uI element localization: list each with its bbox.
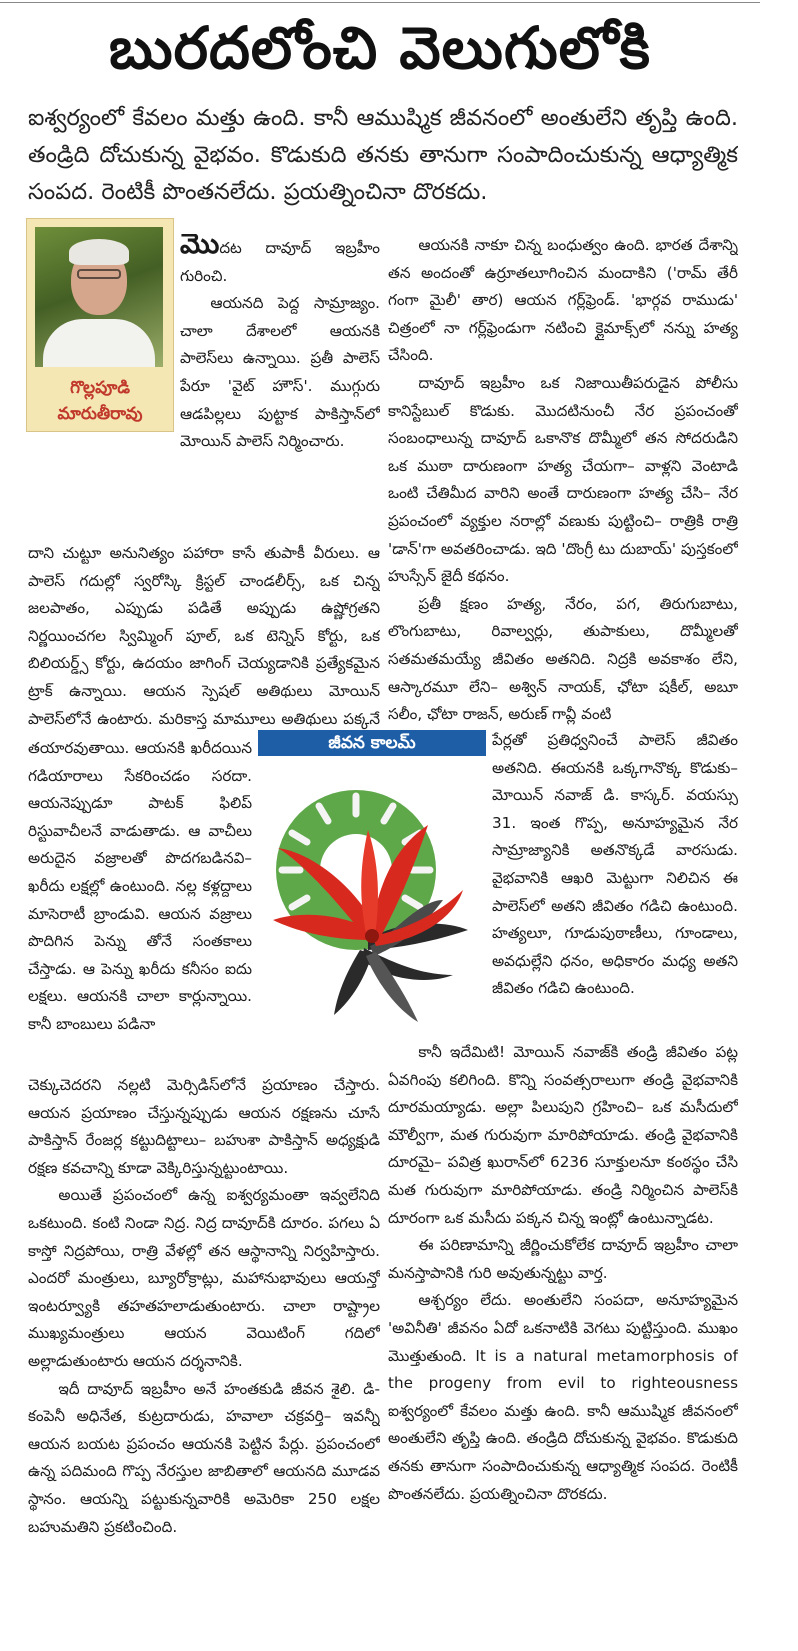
paragraph-opening-text: దట దావూద్ ఇబ్రహీం గురించి. <box>180 239 380 285</box>
paragraph-opening <box>180 234 380 290</box>
paragraph: దాని చుట్టూ అనునిత్యం పహారా కాసే తుపాకీ వీరులు. ఆ పాలెస్ గదుల్లో స్వరోస్కి క్రిస్టల్ చాండలీర్స్, ఒక చిన్న జలపాతం, ఎప్పుడు పడితే అప్పుడు ఉష్ణోగ్రతని నిర్ణయించగల స్విమ్మింగ్ పూల్, ఒక టెన్నిస్ కోర్టు, ఒక బిలియర్డ్స్ కోర్టు, ఉదయం జాగింగ్ చెయ్యడానికి ప్రత్యేకమైన ట్రాక్ ఉన్నాయి. ఆయన స్పెషల్ అతిథులు మోయిన్ పాలెస్‌లోనే ఉంటారు. మరికాస్త మామూలు అతిథులు పక్కనే <box>28 544 380 728</box>
paragraph: దావూద్ ఇబ్రహీం ఒక నిజాయితీపరుడైన పోలీసు కానిస్టేబుల్ కొడుకు. మొదటినుంచీ నేర ప్రపంచంతో సంబంధాలున్న దావూద్ ఒకానొక దొమ్మీలో తన సోదరుడిని ఒక ముఠా దారుణంగా హత్య చేయగా– వాళ్లని వెంటాడి ఒంటి చేతిమీద వారిని అంతే దారుణంగా హత్య చేసి– నేర ప్రపంచంలో వ్యక్తుల నరాల్లో వణుకు పుట్టించి– రాత్రికి రాత్రి 'డాన్'గా అవతరించాడు. ఇది 'దొంగ్రీ టు దుబాయ్' పుస్తకంలో హుస్సేన్ జైదీ కథనం. <box>388 373 738 586</box>
author-name-line2: మారుతీరావు <box>57 404 143 424</box>
paragraph: ఇదీ దావూద్ ఇబ్రహీం అనే హంతకుడి జీవన శైలి. డి-కంపెనీ అధినేత, కుట్రదారుడు, హవాలా చక్రవర్తి– ఇవన్నీ ఆయన బయట ప్రపంచం ఆయనకి పెట్టిన పేర్లు. ప్రపంచంలో ఉన్న పదిమంది గొప్ప నేరస్తుల జాబితాలో ఆయనది మూడవ స్థానం. ఆయన్ని పట్టుకున్నవారికి అమెరికా 250 లక్షల బహుమతిని ప్రకటించింది. <box>28 1379 380 1536</box>
right-column-narrow <box>492 727 738 1039</box>
left-column-narrow <box>28 735 252 1072</box>
author-photo-hair <box>69 239 129 265</box>
paragraph: ప్రతీ క్షణం హత్య, నేరం, పగ, తిరుగుబాటు, లొంగుబాటు, రివాల్వర్లు, తుపాకులు, దొమ్మీలతో సతమతమయ్యే జీవితం అతనిది. నిద్రకి అవకాశం లేని, ఆస్కారమూ లేని– అశ్విన్ నాయక్, ఛోటా షకీల్, అబూ సలీం, ఛోటా రాజన్, అరుణ్ గావ్లీ వంటి <box>388 594 738 724</box>
paragraph: అయితే ప్రపంచంలో ఉన్న ఐశ్వర్యమంతా ఇవ్వలేనిది ఒకటుంది. కంటి నిండా నిద్ర. నిద్ర దావూద్‌కి దూరం. పగలు ఏ కాస్తో నిద్రపోయి, రాత్రి వేళల్లో తన ఆస్థానాన్ని నిర్వహిస్తారు. ఎందరో మంత్రులు, బ్యూరోక్రాట్లు, మహానుభావులు ఆయన్తో ఇంటర్వ్యూకి తహతహలాడుతుంటారు. చాలా రాష్ట్రాల ముఖ్యమంత్రులు ఆయన వెయిటింగ్ గదిలో అల్లాడుతుంటారు ఆయన దర్శనానికి. <box>28 1186 380 1370</box>
author-name-line1: గొల్లపూడి <box>70 378 130 398</box>
paragraph: చెక్కుచెదరని నల్లటి మెర్సిడిస్‌లోనే ప్రయాణం చేస్తారు. ఆయన ప్రయాణం చేస్తున్నప్పుడు ఆయన రక్షణను చూసే పాకిస్తాన్ రేంజర్ల కట్టుదిట్టాలు– బహుశా పాకిస్తాన్ అధ్యక్షుడి రక్షణ కవచాన్ని కూడా వెక్కిరిస్తున్నట్టుంటాయి. <box>28 1076 380 1177</box>
paragraph: కానీ ఇదేమిటి! మోయిన్ నవాజ్‌కి తండ్రి జీవితం పట్ల ఏవగింపు కలిగింది. కొన్ని సంవత్సరాలుగా తండ్రి వైభవానికి దూరమయ్యాడు. అల్లా పిలుపుని గ్రహించి– ఒక మసీదులో మౌల్వీగా, మత గురువుగా మారిపోయాడు. తండ్రి వైభవానికి దూరమై– పవిత్ర ఖురాన్‌లో 6236 సూక్తులనూ కంఠస్థం చేసి మత గురువుగా మారిపోయాడు. తండ్రి నిర్మించిన పాలెస్‌కి దూరంగా ఒక మసీదు పక్కన చిన్న ఇంట్లో ఉంటున్నాడట. <box>388 1043 738 1227</box>
author-photo-glasses <box>77 269 121 279</box>
paragraph: ఆశ్చర్యం లేదు. అంతులేని సంపదా, అనూహ్యమైన 'అవినీతి' జీవనం ఏదో ఒకనాటికి వెగటు పుట్టిస్తుంది. ముఖం మొత్తుతుంది. It is a natural metamorphosis of the progeny from evil to righteousness ఐశ్వర్యంలో కేవలం మత్తు ఉంది. కానీ ఆముష్మిక జీవనంలో అంతులేని తృప్తి ఉంది. తండ్రిది దోచుకున్న వైభవం. కొడుకుది తనకు తానుగా సంపాదించుకున్న ఆధ్యాత్మిక సంపద. రెంటికీ పొంతనలేదు. ప్రయత్నించినా దొరకదు. <box>388 1291 738 1503</box>
drop-cap: మొ <box>180 234 220 260</box>
paragraph: ఆయనది పెద్ద సామ్రాజ్యం. చాలా దేశాలలో ఆయనకి పాలెస్‌లు ఉన్నాయి. ప్రతీ పాలెస్ పేరూ 'వైట్ హౌస్'. ముగ్గురు ఆడపిల్లలు పుట్టాక పాకిస్తాన్‌లో మోయిన్ పాలెస్ నిర్మించారు. <box>180 294 380 451</box>
column-banner: జీవన కాలమ్ <box>258 730 486 756</box>
left-column-wide <box>28 540 380 735</box>
paragraph: ఈ పరిణామాన్ని జీర్ణించుకోలేక దావూద్ ఇబ్రహీం చాలా మనస్తాపానికి గురి అవుతున్నట్టు వార్త. <box>388 1236 738 1282</box>
left-column-bottom <box>28 1072 380 1637</box>
paragraph: తయారవుతాయి. ఆయనకి ఖరీదయిన గడియారాలు సేకరించడం సరదా. ఆయనెప్పుడూ పాటక్ ఫిలిప్ రిస్టువాచీలనే వాడుతాడు. ఆ వాచీలు అరుదైన వజ్రాలతో పొదగబడినవి– ఖరీదు లక్షల్లో ఉంటుంది. నల్ల కళ్లద్దాలు మాసెరాటీ బ్రాండువి. ఆయన వజ్రాలు పొదిగిన పెన్ను తోనే సంతకాలు చేస్తాడు. ఆ పెన్ను ఖరీదు కనీసం ఐదు లక్షలు. ఆయనకి చాలా కార్లున్నాయి. కానీ బాంబులు పడినా <box>28 739 252 1033</box>
top-rule <box>0 2 760 3</box>
flower-center <box>365 929 379 943</box>
author-box <box>26 218 174 432</box>
right-column-bottom <box>388 1039 738 1637</box>
paragraph: ఆయనకి నాకూ చిన్న బంధుత్వం ఉంది. భారత దేశాన్ని తన అందంతో ఉర్రూతలూగించిన మందాకిని ('రామ్ తేరీ గంగా మైలీ' తార) ఆయన గర్ల్‌ఫ్రెండ్. 'భార్గవ రాముడు' చిత్రంలో నా గర్ల్‌ఫ్రెండుగా నటించి క్లైమాక్స్‌లో నన్ను హత్య చేసింది. <box>388 236 738 365</box>
left-column-top <box>180 234 380 539</box>
paragraph: పేర్లతో ప్రతిధ్వనించే పాలెస్ జీవితం అతనిది. ఈయనకి ఒక్కగానొక్క కొడుకు– మోయిన్ నవాజ్ డి. కాస్కర్. వయస్సు 31. ఇంత గొప్ప, అనూహ్యమైన నేర సామ్రాజ్యానికి అతనొక్కడే వారసుడు. వైభవానికి ఆఖరి మెట్టుగా నిలిచిన ఈ పాలెస్‌లో అతని జీవితం గడిచి ఉంటుంది. హత్యలూ, గూడుపుఠాణీలు, గూండాలు, అవధుల్లేని ధనం, అధికారం మధ్య అతని జీవితం గడిచి ఉంటుంది. <box>492 731 738 998</box>
clock-flower-illustration <box>268 770 478 1030</box>
author-photo-shirt <box>43 319 155 367</box>
author-photo <box>35 227 163 367</box>
article-deck: ఐశ్వర్యంలో కేవలం మత్తు ఉంది. కానీ ఆముష్మిక జీవనంలో అంతులేని తృప్తి ఉంది. తండ్రిది దోచుకున్న వైభవం. కొడుకుది తనకు తానుగా సంపాదించుకున్న ఆధ్యాత్మిక సంపద. రెంటికీ పొంతనలేదు. ప్రయత్నించినా దొరకదు. <box>28 105 738 205</box>
right-column-top <box>388 232 738 727</box>
article-headline: బురదలోంచి వెలుగులోకి <box>109 14 651 82</box>
